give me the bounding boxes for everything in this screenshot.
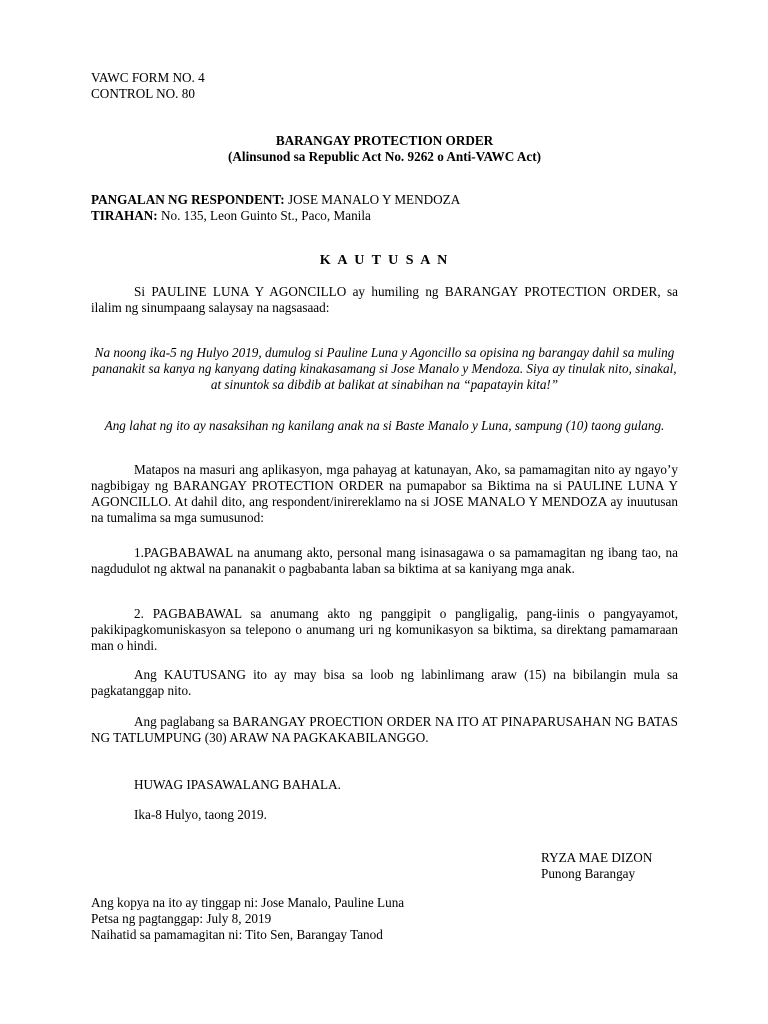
form-number: VAWC FORM NO. 4 xyxy=(91,70,205,85)
title-line-2: (Alinsunod sa Republic Act No. 9262 o Anti-VAWC Act) xyxy=(228,149,541,164)
kautusan-heading: K A U T U S A N xyxy=(319,253,450,268)
title-line-1: BARANGAY PROTECTION ORDER xyxy=(275,133,494,148)
respondent-address-row xyxy=(91,208,678,224)
receipt-line-2: Petsa ng pagtanggap: July 8, 2019 xyxy=(91,911,272,926)
respondent-address-label: TIRAHAN: xyxy=(91,208,158,223)
respondent-info xyxy=(91,192,678,224)
signature-block xyxy=(541,850,681,882)
date-line: Ika-8 Hulyo, taong 2019. xyxy=(134,807,267,822)
document-title xyxy=(91,133,678,165)
warning-line: HUWAG IPASAWALANG BAHALA. xyxy=(134,777,341,792)
validity-paragraph: Ang KAUTUSANG ito ay may bisa sa loob ng labinlimang araw (15) na bibilangin mula sa pagkatanggap nito. xyxy=(91,667,678,698)
form-header xyxy=(91,70,678,102)
order-item-1: 1.PAGBABAWAL na anumang akto, personal mang isinasagawa o sa pamamagitan ng ibang tao, na nagdudulot ng aktwal na pananakit o pagbabanta laban sa biktima at sa kaniyang mga anak. xyxy=(91,545,678,576)
signatory-title: Punong Barangay xyxy=(541,866,636,881)
statement-paragraph-1: Na noong ika-5 ng Hulyo 2019, dumulog si Pauline Luna y Agoncillo sa opisina ng barangay dahil sa muling pananakit sa kanya ng kanyang dating kinakasamang si Jose Manalo y Mendoza. Siya ay tinulak nito, sinakal, at sinuntok sa dibdib at balikat at sinabihan na “papatayin kita!” xyxy=(92,345,677,392)
receipt-line-3: Naihatid sa pamamagitan ni: Tito Sen, Barangay Tanod xyxy=(91,927,383,942)
order-item-2: 2. PAGBABAWAL sa anumang akto ng panggipit o pangligalig, pang-iinis o pangyayamot, pakikipagkomuniskasyon sa telepono o anumang uri ng komunikasyon sa biktima, sa direktang pamamaraan man o hindi. xyxy=(91,606,678,653)
respondent-name-row xyxy=(91,192,678,208)
receipt-line-1: Ang kopya na ito ay tinggap ni: Jose Manalo, Pauline Luna xyxy=(91,895,405,910)
receipt-block xyxy=(91,895,678,943)
control-number: CONTROL NO. 80 xyxy=(91,86,195,101)
respondent-address-value: No. 135, Leon Guinto St., Paco, Manila xyxy=(157,208,371,223)
finding-paragraph: Matapos na masuri ang aplikasyon, mga pahayag at katunayan, Ako, sa pamamagitan nito ay ngayo’y nagbibigay ng BARANGAY PROTECTION ORDER na pumapabor sa Biktima na si PAULINE LUNA Y AGONCILLO. At dahil dito, ang respondent/inirereklamo na si JOSE MANALO Y MENDOZA ay inuutusan na tumalima sa mga sumusunod: xyxy=(91,462,678,525)
respondent-name-label: PANGALAN NG RESPONDENT: xyxy=(91,192,285,207)
statement-paragraph-2: Ang lahat ng ito ay nasaksihan ng kanilang anak na si Baste Manalo y Luna, sampung (10) taong gulang. xyxy=(104,418,665,433)
signatory-name: RYZA MAE DIZON xyxy=(541,850,653,865)
intro-paragraph: Si PAULINE LUNA Y AGONCILLO ay humiling ng BARANGAY PROTECTION ORDER, sa ilalim ng sinumpaang salaysay na nagsasaad: xyxy=(91,284,678,315)
penalty-paragraph: Ang paglabang sa BARANGAY PROECTION ORDER NA ITO AT PINAPARUSAHAN NG BATAS NG TATLUMPUNG (30) ARAW NA PAGKAKABILANGGO. xyxy=(91,714,678,745)
respondent-name-value: JOSE MANALO Y MENDOZA xyxy=(284,192,461,207)
